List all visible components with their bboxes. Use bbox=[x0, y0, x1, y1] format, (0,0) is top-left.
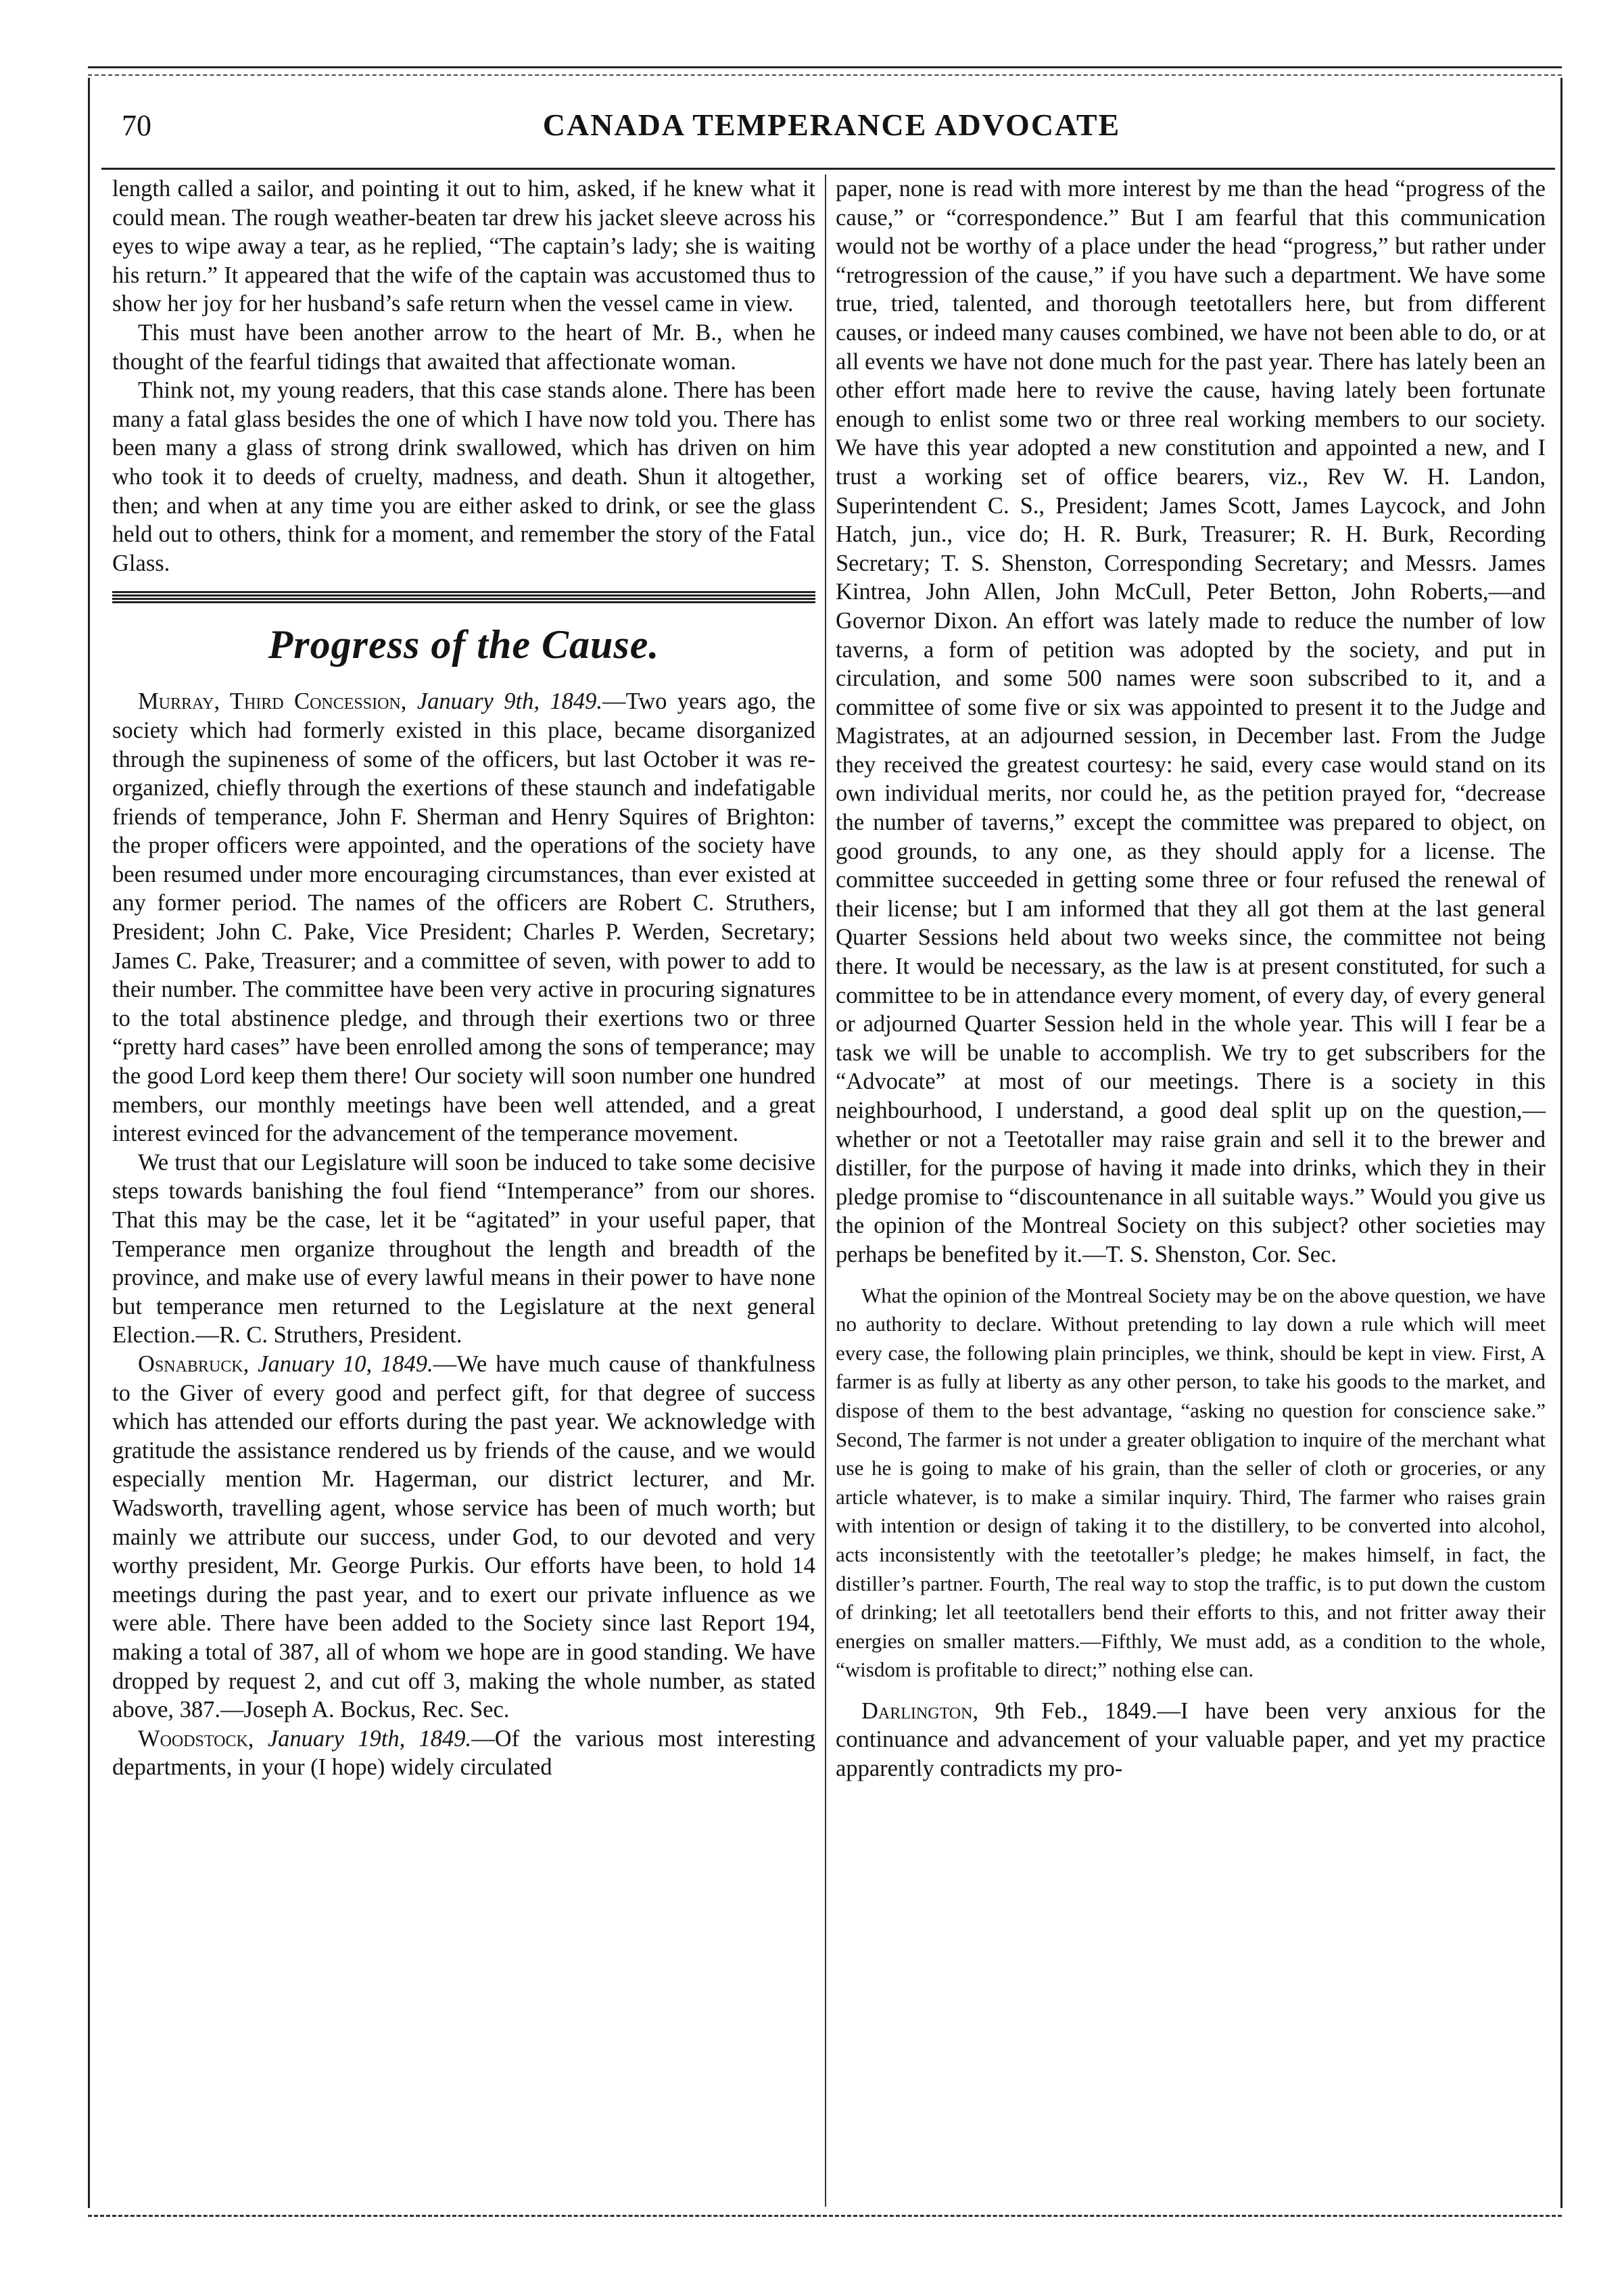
report-body: —Two years ago, the society which had formerly existed in this place, became disorganized through the supineness of some of the officers, but last October it was re-organized, chiefly through the exertions of these staunch and indefatigable friends of temperance, John F. Sherman and Henry Squires of Brighton: the proper officers were appointed, and the operations of the society have been resumed under more encouraging circumstances, than ever existed at any former period. The names of the officers are Robert C. Struthers, President; John C. Pake, Vice President; Charles P. Werden, Secretary; James C. Pake, Treasurer; and a committee of seven, with power to add to their number. The committee have been very active in procuring signatures to the total abstinence pledge, and through their exertions two or three “pretty hard cases” have been enrolled among the sons of temperance; may the good Lord keep them there! Our society will soon number one hundred members, our monthly meetings have been well attended, and a great interest evinced for the advancement of the temperance movement. bbox=[112, 688, 816, 1147]
report-place: Murray, Third Concession, bbox=[138, 688, 407, 715]
report-paragraph: paper, none is read with more interest by me than the head “progress of the cause,” or “correspondence.” But I am fearful that this communication would not be worthy of a place under the head “progress,” but rather under “retrogression of the cause,” if you have such a department. We have some true, tried, talented, and thorough teetotallers here, but from different causes, or indeed many causes combined, we have not been able to do, or at all events we have not done much for the past year. There has lately been an other effort made here to revive the cause, having lately been fortunate enough to enlist some two or three real working members to our society. We have this year adopted a new constitution and appointed a new, and I trust a working set of office bearers, viz., Rev W. H. Landon, Superintendent C. S., President; James Scott, James Laycock, and John Hatch, jun., vice do; H. R. Burk, Treasurer; R. H. Burk, Recording Secretary; T. S. Shenston, Corresponding Secretary; and Messrs. James Kintrea, John Allen, John McCull, Peter Betton, John Roberts,—and Governor Dixon. An effort was lately made to reduce the number of low taverns, a form of petition was adopted by the society, and put in circulation, and some 500 names were soon subscribed to it, and a committee of some five or six was appointed to present it to the Judge and Magistrates, at an adjourned session, in December last. From the Judge they received the greatest courtesy: he said, every case would stand on its own individual merits, nor could he, as the petition prayed for, “decrease the number of taverns,” except the committee was prepared to object, on good grounds, to any one, as they should apply for a license. The committee succeeded in getting some three or four refused the renewal of their license; but I am informed that they all got them at the last general Quarter Sessions held about two weeks since, the committee not being there. It would be necessary, as the law is at present constituted, for such a committee to be in attendance every moment, of every day, of every general or adjourned Quarter Session held in the whole year. This will I fear be a task we will be unable to accomplish. We try to get subscribers for the “Advocate” at most of our meetings. There is a society in this neighbourhood, I understand, a good deal split up on the question,—whether or not a Teetotaller may raise grain and sell it to the brewer and distiller, for the purpose of having it made into drinks, which they in their pledge promise to “discountenance in all suitable ways.” Would you give us the opinion of the Montreal Society on this subject? other societies may perhaps be benefited by it.—T. S. Shenston, Cor. Sec. bbox=[836, 176, 1546, 1267]
report-date: January 10, 1849. bbox=[258, 1351, 433, 1377]
right-border-rule bbox=[1560, 78, 1562, 2208]
report-darlington bbox=[836, 1697, 1546, 1783]
report-body: —We have much cause of thankfulness to the Giver of every good and perfect gift, for that degree of success which has attended our efforts during the past year. We acknowledge with gratitude the assistance rendered us by friends of the cause, and we would especially mention Mr. Hagerman, our district lecturer, and Mr. Wadsworth, travelling agent, whose service has been of much worth; but mainly we attribute our success, under God, to our devoted and very worthy president, Mr. George Purkis. Our efforts have been, to hold 14 meetings during the past year, and to exert our private influence as we were able. There have been added to the Society since last Report 194, making a total of 387, all of whom we hope are in good standing. We have dropped by request 2, and cut off 3, making the whole number, as stated above, 387.—Joseph A. Bockus, Rec. Sec. bbox=[112, 1351, 815, 1723]
report-body: —I have been very anxious for the continuance and advancement of your valuable paper, and yet my practice apparently contradicts my pro- bbox=[836, 1697, 1546, 1782]
page-number: 70 bbox=[122, 109, 151, 142]
column-divider bbox=[825, 174, 826, 2207]
report-date: January 19th, 1849. bbox=[267, 1725, 472, 1752]
report-body: —Of the various most interesting departments, in your (I hope) widely circulated bbox=[112, 1725, 816, 1781]
report-osnabruck bbox=[112, 1350, 815, 1725]
story-paragraph: Think not, my young readers, that this case stands alone. There has been many a fatal glass besides the one of which I have now told you. There has been many a glass of strong drink swallowed, which has driven on him who took it to deeds of cruelty, madness, and death. Shun it altogether, then; and when at any time you are either asked to drink, or see the glass held out to others, think for a moment, and remember the story of the Fatal Glass. bbox=[112, 377, 815, 576]
right-column bbox=[836, 174, 1546, 1783]
report-date: 9th Feb., 1849. bbox=[995, 1697, 1158, 1724]
left-column bbox=[112, 174, 815, 1782]
header-rule bbox=[101, 168, 1555, 170]
report-woodstock bbox=[112, 1725, 815, 1782]
top-border-dashes bbox=[88, 74, 1562, 76]
report-murray bbox=[112, 687, 815, 1148]
top-border-rule bbox=[88, 66, 1562, 68]
report-place: Darlington, bbox=[861, 1697, 979, 1724]
left-border-rule bbox=[88, 78, 90, 2208]
section-separator bbox=[112, 591, 815, 603]
bottom-border-rule bbox=[88, 2215, 1562, 2217]
publication-title: CANADA TEMPERANCE ADVOCATE bbox=[542, 108, 1121, 142]
editorial-reply: What the opinion of the Montreal Society may be on the above question, we have no authority to declare. Without pretending to lay down a rule which will meet every case, the following plain principles, we think, should be kept in view. First, A farmer is as fully at liberty as any other person, to take his goods to the market, and dispose of them to the best advantage, “asking no question for conscience sake.” Second, The farmer is not under a greater obligation to inquire of the merchant what use he is going to make of his grain, than the seller of cloth or groceries, or any article whatever, is to make a similar inquiry. Third, The farmer who raises grain with intention or design of taking it to the distillery, to be converted into alcohol, acts inconsistently with the teetotaller’s pledge; he makes himself, in fact, the distiller’s partner. Fourth, The real way to stop the traffic, is to put down the custom of drinking; let all teetotallers bend their efforts to this, and not fritter away their energies on smaller matters.—Fifthly, We must add, as a condition to the whole, “wisdom is profitable to direct;” nothing else can. bbox=[836, 1283, 1546, 1682]
story-paragraph: This must have been another arrow to the heart of Mr. B., when he thought of the fearful tidings that awaited that affectionate woman. bbox=[112, 319, 815, 375]
story-paragraph: length called a sailor, and pointing it out to him, asked, if he knew what it could mean. The rough weather-beaten tar drew his jacket sleeve across his eyes to wipe away a tear, as he replied, “The captain’s lady; she is waiting his return.” It appeared that the wife of the captain was accustomed thus to show her joy for her husband’s safe return when the vessel came in view. bbox=[112, 176, 815, 317]
report-paragraph: We trust that our Legislature will soon be induced to take some decisive steps towards banishing the foul fiend “Intemperance” from our shores. That this may be the case, let it be “agitated” in your useful paper, that Temperance men organize throughout the length and breadth of the province, and make use of every lawful means in their power to have none but temperance men returned to the Legislature at the next general Election.—R. C. Struthers, President. bbox=[112, 1149, 815, 1349]
page-header bbox=[101, 101, 1562, 156]
report-date: January 9th, 1849. bbox=[416, 688, 603, 715]
report-place: Woodstock, bbox=[138, 1725, 254, 1752]
section-title: Progress of the Cause. bbox=[268, 622, 660, 667]
report-place: Osnabruck, bbox=[138, 1351, 249, 1377]
